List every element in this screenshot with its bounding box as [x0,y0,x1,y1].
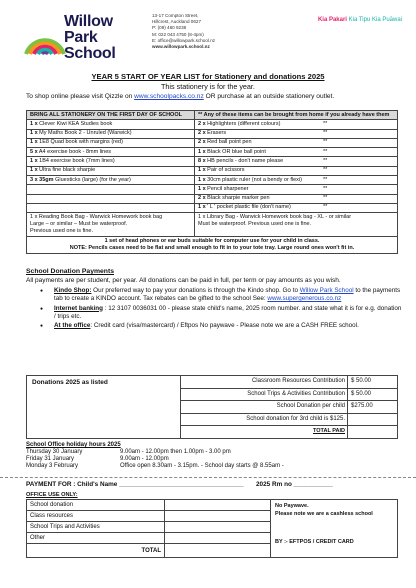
item-text: Red ball point pen [205,139,252,146]
payment-method-note: BY :- EFTPOS / CREDIT CARD [275,539,354,545]
donations-box [26,375,398,439]
payment-line [26,481,406,488]
item-qty: 2 x [198,195,206,202]
stationery-row [27,185,398,194]
stationery-right-cell [195,166,398,175]
stationery-row [27,138,398,147]
stationery-left-cell [27,148,195,157]
item-text: 1E8 Quad book with margins (red) [37,139,123,146]
stationery-row [27,194,398,203]
school-logo [22,10,142,60]
office-item [40,322,402,330]
item-text: My Maths Book 2 - Unruled (Warwick) [37,130,132,137]
stationery-table [26,110,398,254]
stationery-right-cell [195,176,398,185]
office-use-table [26,499,398,558]
office-use-item: Class resources [27,511,165,522]
stationery-row [27,176,398,185]
email-line: E: office@willowpark.school.nz [152,37,216,43]
office-time: Office open 8.30am - 3.15pm. - School day starts @ 8.55am - [120,463,284,469]
cut-line [0,477,416,478]
stationery-left-cell [27,129,195,138]
item-text: Clever Kiwi KEA Studies book [37,120,113,127]
office-use-total-label: TOTAL [27,544,165,558]
office-use-notes [271,500,398,558]
item-qty: 1 x [198,176,206,183]
bag-left-line: 1 x Reading Book Bag - Warwick Homework book bag [30,213,163,220]
stationery-left-cell [27,166,195,175]
stationery-right-cell [195,148,398,157]
mobile-line: M: 022 043 4750 (8-4pm) [152,31,204,37]
website-line: www.willowpark.school.nz [152,44,210,50]
motto-part-a: Kia Pakari [317,17,347,23]
headphones-note: 1 set of head phones or ear buds suitable for computer use for your child in class. [104,237,320,244]
from-home-marker: ** [323,204,328,211]
item-qty: 2 x [198,130,206,137]
bag-right-line: 1 x Library Bag - Warwick Homework book bag - XL - or similar [198,213,352,220]
office-hours-heading: School Office holiday hours 2025 [26,442,121,448]
item-text: Erasers [205,130,227,137]
item-qty: 2 x [198,139,206,146]
stationery-rows [27,120,398,213]
stationery-left-cell [27,138,195,147]
from-home-marker: ** [323,167,328,174]
item-qty: 1 x [198,167,206,174]
stationery-row [27,203,398,212]
kindo-label: Kindo Shop: [54,287,92,294]
item-text: Pencil sharpener [205,185,249,192]
from-home-marker: ** [323,157,328,164]
donation-label: Classroom Resources Contribution [251,378,345,384]
donation-row [181,414,397,427]
bank-text: : 12 3107 0036031 00 - please state child's name, 2025 room number. and state what it is for e.g. donation / trips etc. [54,304,402,320]
donation-amount: $275.00 [347,401,397,413]
item-text: HB pencils - don't name please [205,157,284,164]
from-home-marker: ** [323,130,328,137]
reading-bag-cell [27,213,195,237]
school-address [152,13,215,50]
library-bag-cell [195,213,398,237]
from-home-marker: ** [323,185,328,192]
stationery-left-cell [27,203,195,212]
motto-part-b: Kia Tipu Kia Puāwai [346,17,402,23]
stationery-right-cell [195,203,398,212]
office-use-row [27,500,398,511]
stationery-right-cell [195,157,398,166]
donation-intro: All payments are per student, per year. All donations can be paid in full, per term or pay amounts as you wish. [26,277,341,284]
item-qty: 1 x [198,148,206,155]
item-qty: 8 x [198,157,206,164]
office-day: Thursday 30 January [26,449,83,455]
bag-left-line: Previous used one is fine. [30,228,93,235]
notes-cell [27,237,398,254]
donation-label: School Donation per child [276,403,345,409]
supergenerous-link[interactable]: www.supergenerous.co.nz [267,295,342,303]
donation-label: School Trips & Activities Contribution [247,390,345,397]
stationery-row [27,129,398,138]
item-qty: 1 x [30,130,38,137]
notes-row [27,237,398,254]
logo-text [64,14,116,62]
office-use-label: OFFICE USE ONLY: [26,492,78,498]
stationery-row [27,148,398,157]
total-paid-label: TOTAL PAID [313,428,345,434]
no-paywave-note: No Paywave. [275,503,309,509]
office-use-amount[interactable] [165,500,271,511]
item-text: Gluesticks (large) (for the year) [53,176,131,183]
stationery-left-cell [27,185,195,194]
office-hours-row [26,449,231,456]
item-text: Black sharpie marker pen [205,195,270,202]
item-qty: 1 x [30,120,38,127]
office-day: Monday 3 February [26,463,79,469]
pencil-case-note: NOTE: Pencils cases need to be flat and small enough to fit in to your tote tray. Large round ones won't fit in. [69,244,355,251]
item-qty: 1 x [30,157,38,164]
office-use-amount[interactable] [165,511,271,522]
order-text-after: OR purchase at an outside stationery outlet. [203,93,335,100]
donation-row [181,389,397,402]
item-text: Black OR blue ball point [205,148,266,155]
total-paid-row [181,426,397,439]
total-paid-amount[interactable] [347,426,397,438]
item-qty: 2 x [198,120,206,127]
office-use-item: School donation [27,500,165,511]
bank-label: Internet banking [54,304,103,312]
address-line: Hillcrest, Auckland 0627 [152,19,202,25]
item-text: 1B4 exercise book (7mm lines) [37,157,115,164]
from-home-marker: ** [323,148,328,155]
office-hours-row [26,456,169,463]
stationery-row [27,166,398,175]
page-subtitle: This stationery is for the year. [161,82,255,91]
child-name-field[interactable]: PAYMENT FOR : Child's Name ___________________________________ [26,481,244,488]
stationery-row [27,120,398,129]
office-use-item: School Trips and Activities [27,522,165,533]
office-hours [26,442,284,470]
item-qty: 1 x [198,204,206,211]
office-day: Friday 31 January [26,456,75,462]
payment-methods-list [40,287,402,331]
donation-heading: School Donation Payments [26,268,114,275]
logo-line-3: School [64,45,116,62]
stationery-row [27,157,398,166]
item-qty: 5 x [30,148,38,155]
stationery-header-row [27,111,398,120]
kindo-link[interactable]: Willow Park School [299,287,354,294]
office-use-total-amount[interactable] [165,544,271,558]
stationery-right-cell [195,120,398,129]
donation-label: School donation for 3rd child is $125. [246,415,345,422]
office-label: At the office [54,322,91,330]
stationery-right-cell [195,129,398,138]
item-text: ' L ' pocket plastic file (don't name) [205,204,291,211]
stationery-right-cell [195,194,398,203]
bag-right-line: Must be waterproof. Previous used one is fine. [198,221,312,228]
donation-amount[interactable] [347,414,397,426]
phone-line: P: (09) 480 9238 [152,25,187,31]
donations-box-title: Donations 2025 as listed [27,376,181,438]
office-hours-row [26,463,284,470]
item-qty: 1 x [30,139,38,146]
stationery-left-cell [27,176,195,185]
office-use-amount[interactable] [165,533,271,544]
item-text: 30cm plastic ruler (not a bendy or flexi) [205,176,302,183]
donation-row [181,376,397,389]
from-home-marker: ** [323,120,328,127]
order-instructions [26,93,334,100]
kindo-text: Our preferred way to pay your donations is through the Kindo shop. Go to [91,287,300,294]
item-qty: 1 x [198,185,206,192]
schoolpacks-link[interactable]: www.schoolpacks.co.nz [134,93,204,100]
office-use-amount[interactable] [165,522,271,533]
office-time: 9.00am - 12.00pm then 1.00pm - 3.00 pm [120,449,231,455]
order-text: To shop online please visit Qizzle on [26,93,135,100]
stationery-right-cell [195,185,398,194]
room-number-field[interactable]: 2025 Rm no ___________ [256,481,333,488]
item-text: Highlighters (different colours) [205,120,281,127]
address-line: 13-17 Compton Street, [152,13,199,18]
office-use-item: Other [27,533,165,544]
from-home-marker: ** [323,195,328,202]
bag-left-line: Large – or similar – Must be waterproof. [30,221,128,228]
item-text: A4 exercise book - 8mm lines [37,148,112,155]
office-time: 9.00am - 12.00pm [120,456,169,462]
donation-row [181,401,397,414]
item-qty: 1 x [30,167,38,174]
kindo-text-2: to the payments tab to create a KINDO account. Tax rebates can be gifted to the school See: [54,287,401,303]
donation-amount: $ 50.00 [347,376,397,388]
kindo-item [40,287,402,304]
stationery-left-cell [27,194,195,203]
logo-arcs-icon [22,10,68,60]
bag-row [27,213,398,237]
from-home-marker: ** [323,176,328,183]
stationery-left-cell [27,120,195,129]
item-text: Ultra fine black sharpie [37,167,96,174]
stationery-left-cell [27,157,195,166]
page-title: YEAR 5 START OF YEAR LIST for Stationery and donations 2025 [91,72,325,81]
header-right: ** Any of these items can be brought from home if you already have them [195,111,398,120]
logo-line-1: Willow [64,13,113,30]
item-qty: 3 x 35gm [30,176,54,183]
office-text: : Credit card (visa/mastercard) / Eftpos No paywave - Please note we are a CASH FREE school. [90,322,359,330]
from-home-marker: ** [323,139,328,146]
donation-amount: $ 50.00 [347,389,397,401]
school-motto [318,17,402,23]
logo-line-2: Park [64,29,98,46]
bank-item [40,305,402,322]
cashless-note: Please note we are a cashless school [275,511,373,517]
stationery-right-cell [195,138,398,147]
header-left: BRING ALL STATIONERY ON THE FIRST DAY OF SCHOOL [27,111,195,120]
item-text: Pair of scissors [205,167,245,174]
school-header [22,10,402,62]
